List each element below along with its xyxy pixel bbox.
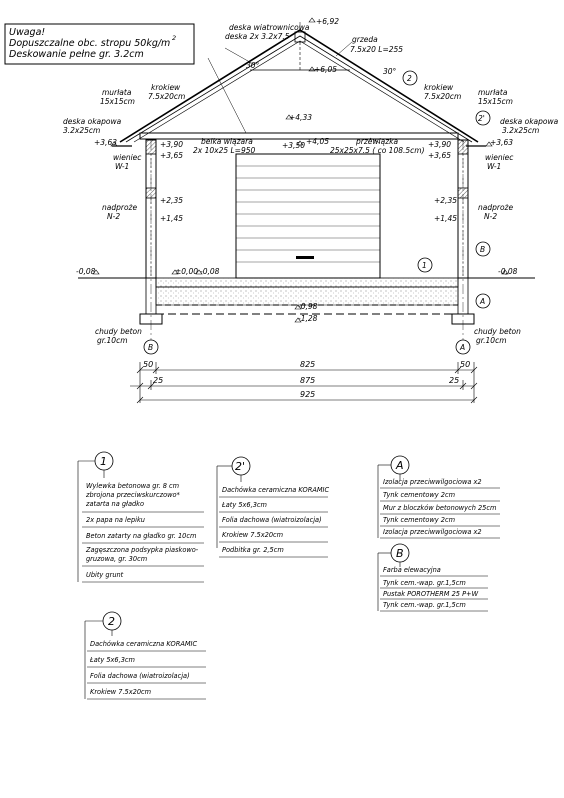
label-nadproze-right-code: N-2 <box>484 212 498 221</box>
legend-1-tag: 1 <box>100 455 107 468</box>
legend-2p-layer-5: Podbitka gr. 2,5cm <box>222 546 284 554</box>
elev-433: +4,33 <box>289 113 312 122</box>
legend-B-layer-2: Tynk cem.-wap. gr.1,5cm <box>383 579 466 587</box>
label-belka-size: 2x 10x25 L=950 <box>193 146 256 155</box>
label-murlata-left: murłata <box>102 88 132 97</box>
label-belka: belka wiązara <box>201 137 253 146</box>
dim-25-right: 25 <box>449 376 460 385</box>
elev-m008-right: -0,08 <box>498 267 518 276</box>
legend-2-layer-1: Dachówka ceramiczna KORAMIC <box>90 640 198 648</box>
angle-left: 30° <box>246 61 260 70</box>
label-chudy-right: chudy beton <box>474 327 521 336</box>
note-title: Uwaga! <box>9 27 46 38</box>
legend-2p-tag: 2' <box>235 460 246 473</box>
legend-A-layer-1: Izolacja przeciwwilgociowa x2 <box>383 478 482 486</box>
label-przewiazka-size: 25x25x7.5 ( co 108.5cm) <box>330 146 425 155</box>
legend-A-layer-5: Izolacja przeciwwilgociowa x2 <box>383 528 482 536</box>
elev-390-right: +3,90 <box>428 140 451 149</box>
elev-m008-left: -0,08 <box>76 267 96 276</box>
legend-B-layer-4: Tynk cem.-wap. gr.1,5cm <box>383 601 466 609</box>
elev-365-left: +3,65 <box>160 151 183 160</box>
label-krokiew-right-size: 7.5x20cm <box>424 92 462 101</box>
tag-B: B <box>480 245 486 254</box>
elev-145-left: +1,45 <box>160 214 183 223</box>
label-chudy-left-size: gr.10cm <box>97 336 128 345</box>
note-line1: Dopuszczalne obc. stropu 50kg/m <box>9 38 171 49</box>
label-nadproze-left: nadproże <box>102 203 138 212</box>
elev-363-left: +3,63 <box>94 138 117 147</box>
legend-A <box>378 456 500 538</box>
legend-2p-layer-4: Krokiew 7.5x20cm <box>222 531 284 539</box>
label-deska-wiatrownicowa: deska wiatrownicowa <box>229 23 310 32</box>
elev-145-right: +1,45 <box>434 214 457 223</box>
legend-1-layer-5: Ubity grunt <box>86 571 124 579</box>
label-murlata-right-size: 15x15cm <box>478 97 513 106</box>
label-deska-wiatr-size: deska 2x 3.2x7.5 <box>225 32 290 41</box>
tag-1: 1 <box>422 261 427 270</box>
legend-A-layer-4: Tynk cementowy 2cm <box>383 516 456 524</box>
label-wieniec-left-code: W-1 <box>115 162 130 171</box>
label-wieniec-right-code: W-1 <box>487 162 502 171</box>
legend-B <box>378 544 488 611</box>
label-grzeda: grzeda <box>352 35 378 44</box>
legend-1-layer-4b: gruzowa, gr. 30cm <box>86 555 148 563</box>
dim-50-left: 50 <box>143 360 154 369</box>
angle-right: 30° <box>383 67 397 76</box>
label-chudy-right-size: gr.10cm <box>476 336 507 345</box>
tag-A: A <box>480 297 486 306</box>
note-box <box>5 24 194 64</box>
legend-1-layer-1: Wylewka betonowa gr. 8 cm <box>86 482 180 490</box>
legend-A-layer-2: Tynk cementowy 2cm <box>383 491 456 499</box>
elev-605: +6,05 <box>314 65 337 74</box>
legend-2p-layer-3: Folia dachowa (wiatroizolacja) <box>222 516 322 524</box>
label-chudy-left: chudy beton <box>95 327 142 336</box>
elev-365-right: +3,65 <box>428 151 451 160</box>
label-wieniec-right: wieniec <box>485 153 514 162</box>
label-grzeda-size: 7.5x20 L=255 <box>350 45 404 54</box>
label-krokiew-left: krokiew <box>151 83 181 92</box>
legend-2 <box>85 612 206 699</box>
label-okap-right: deska okapowa <box>500 117 559 126</box>
elev-000: ±0,00 <box>175 267 198 276</box>
legend-1-layer-3: Beton zatarty na gładko gr. 10cm <box>86 532 197 540</box>
note-line2: Deskowanie pełne gr. 3.2cm <box>9 49 144 60</box>
elev-405: +4,05 <box>306 137 329 146</box>
dim-875: 875 <box>300 376 316 385</box>
note-sup: 2 <box>172 34 177 42</box>
legend-2-layer-3: Folia dachowa (wiatroizolacja) <box>90 672 190 680</box>
label-nadproze-right: nadproże <box>478 203 514 212</box>
label-nadproze-left-code: N-2 <box>107 212 121 221</box>
legend-B-tag: B <box>396 547 404 560</box>
elev-390-left: +3,90 <box>160 140 183 149</box>
label-krokiew-right: krokiew <box>424 83 454 92</box>
legend-1-layer-1c: zatarta na gładko <box>86 500 145 508</box>
tag-2-prime: 2' <box>478 114 485 123</box>
legend-2p-layer-1: Dachówka ceramiczna KORAMIC <box>222 486 330 494</box>
label-murlata-right: murłata <box>478 88 508 97</box>
legend-1-layer-2: 2x papa na lepiku <box>86 516 145 524</box>
dim-50-right: 50 <box>460 360 471 369</box>
elev-350: +3,50 <box>282 141 305 150</box>
tag-2: 2 <box>407 74 412 83</box>
label-okap-left: deska okapowa <box>63 117 122 126</box>
walls <box>146 140 468 278</box>
elev-235-right: +2,35 <box>434 196 457 205</box>
label-krokiew-left-size: 7.5x20cm <box>148 92 186 101</box>
legend-B-layer-3: Pustak POROTHERM 25 P+W <box>383 590 479 598</box>
legend-1-layer-1b: zbrojona przeciwskurczowo* <box>86 491 180 499</box>
label-okap-right-size: 3.2x25cm <box>502 126 540 135</box>
dim-25-left: 25 <box>153 376 164 385</box>
elev-m128: -1,28 <box>298 314 318 323</box>
legend-1 <box>78 452 204 582</box>
legend-2p-layer-2: Łaty 5x6,3cm <box>222 501 267 509</box>
dim-925: 925 <box>300 390 316 399</box>
label-przewiazka: przewiązka <box>356 137 399 146</box>
legend-A-tag: A <box>396 459 404 472</box>
elev-235-left: +2,35 <box>160 196 183 205</box>
dimension-lines <box>130 360 477 403</box>
legend-B-layer-1: Farba elewacyjna <box>383 566 441 574</box>
elev-m098: -0,98 <box>298 302 318 311</box>
label-wieniec-left: wieniec <box>113 153 142 162</box>
legend-2-tag: 2 <box>108 615 115 628</box>
legend-2-prime <box>217 457 329 557</box>
axis-tag-A: A <box>460 343 466 352</box>
label-okap-left-size: 3.2x25cm <box>63 126 101 135</box>
legend-1-layer-4: Zagęszczona podsypka piaskowo- <box>86 546 199 554</box>
detail-tags <box>144 71 490 354</box>
axis-tag-B: B <box>148 343 154 352</box>
legend-2-layer-2: Łaty 5x6,3cm <box>90 656 135 664</box>
label-murlata-left-size: 15x15cm <box>100 97 135 106</box>
elev-363-right: +3,63 <box>490 138 513 147</box>
elev-m008-center: -0,08 <box>200 267 220 276</box>
dim-825: 825 <box>300 360 316 369</box>
legend-A-layer-3: Mur z bloczków betonowych 25cm <box>383 504 497 512</box>
legend-2-layer-4: Krokiew 7.5x20cm <box>90 688 152 696</box>
elev-ridge: +6,92 <box>316 17 339 26</box>
